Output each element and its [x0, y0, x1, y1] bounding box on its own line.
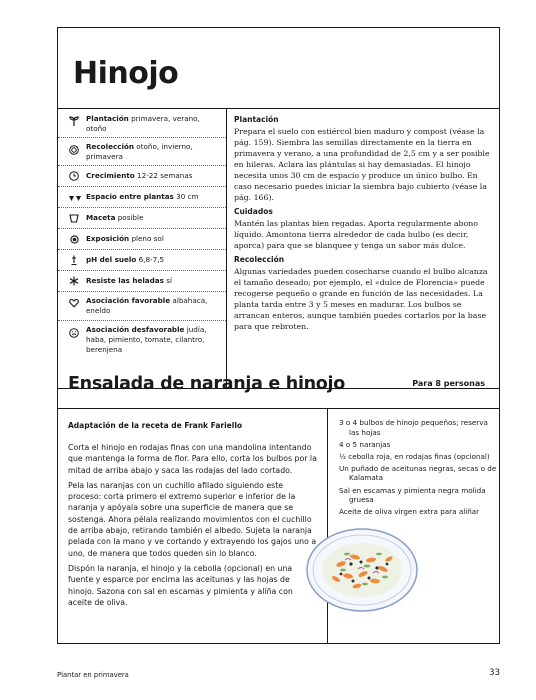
- fact-value: sí: [166, 276, 172, 285]
- footer-section: Plantar en primavera: [57, 671, 129, 679]
- recipe-steps: [68, 442, 318, 612]
- fact-label: Espacio entre plantas: [86, 192, 174, 201]
- fact-heladas: [58, 271, 226, 292]
- recipe-header-divider: [58, 408, 499, 409]
- title-box: [58, 28, 499, 109]
- plantacion-text: Prepara el suelo con estiércol bien maduro y compost (véase la pág. 159). Siembra las semillas directamente en la tierra en primavera y verano, a una profundidad de 2,5 cm y a ser posible en hileras. Aclara las plántulas si hay demasiadas. El hinojo necesita unos 30 cm de espacio y produce un único bulbo. En caso necesario puedes iniciar la siembra bajo cubierto (véase la pág. 166).: [234, 127, 490, 202]
- frown-icon: [68, 327, 80, 339]
- cuidados-text: Mantén las plantas bien regadas. Aporta regularmente abono líquido. Amontona tierra alrededor de cada bulbo (es decir, aporca) para que se blanquee y tenga un sabor más dulce.: [234, 219, 478, 250]
- clock-icon: [68, 170, 80, 182]
- fact-value: judía, haba, pimiento, tomate, cilantro, berenjena: [86, 325, 207, 354]
- ingredient-item: 4 o 5 naranjas: [339, 439, 391, 449]
- fact-value: 30 cm: [176, 192, 199, 201]
- column-divider: [226, 109, 227, 388]
- ingredient-item: 3 o 4 bulbos de hinojo pequeños; reserva las hojas: [339, 418, 488, 437]
- fact-value: primavera, verano, otoño: [86, 114, 200, 133]
- fact-maceta: [58, 208, 226, 229]
- recipe-step: Pela las naranjas con un cuchillo afilado siguiendo este proceso: corta primero el extremo superior e inferior de la naranja y apóyala sobre una superficie de manera que se sostenga. Ahora pélala realizando movimientos con el cuchillo de arriba abajo, retirando también el albedo. Sujeta la naranja pelada con la mano y ve cortando y extrayendo los gajos uno a uno, de manera que todos queden sin lo blanco.: [68, 480, 317, 558]
- recipe-adaptation: Adaptación de la receta de Frank Fariello: [68, 421, 243, 430]
- recipe-title: Ensalada de naranja e hinojo: [68, 374, 345, 394]
- plantacion-heading: Plantación: [234, 115, 279, 124]
- fact-value: pleno sol: [131, 234, 164, 243]
- ingredient-item: ½ cebolla roja, en rodajas finas (opcional): [339, 451, 490, 461]
- fact-crecimiento: [58, 166, 226, 187]
- fact-recoleccion: [58, 138, 226, 166]
- salad-plate-illustration: [303, 524, 421, 614]
- ingredient-item: Sal en escamas y pimienta negra molida gruesa: [339, 485, 486, 505]
- ph-icon: [68, 254, 80, 266]
- recoleccion-heading: Recolección: [234, 255, 285, 264]
- snowflake-icon: [68, 275, 80, 287]
- fact-label: Resiste las heladas: [86, 276, 164, 285]
- fact-label: Plantación: [86, 114, 129, 123]
- cuidados-heading: Cuidados: [234, 207, 273, 216]
- fact-value: albahaca, eneldo: [86, 296, 208, 315]
- fact-value: 6,8-7,5: [138, 255, 165, 264]
- ingredients-list: [339, 418, 499, 519]
- fact-label: Asociación favorable: [86, 296, 171, 305]
- fact-label: Maceta: [86, 213, 116, 222]
- fact-label: Asociación desfavorable: [86, 325, 185, 334]
- fact-label: Exposición: [86, 234, 130, 243]
- ingredient-item: Aceite de oliva virgen extra para aliñar: [339, 507, 480, 517]
- fact-espacio: [58, 187, 226, 208]
- sun-icon: [68, 233, 80, 245]
- growing-notes: [234, 114, 496, 335]
- fact-exposicion: [58, 229, 226, 250]
- page-number: 33: [489, 668, 500, 678]
- recipe-servings: Para 8 personas: [412, 379, 485, 388]
- pot-icon: [68, 212, 80, 224]
- fact-label: Crecimiento: [86, 171, 135, 180]
- fact-value: otoño, invierno, primavera: [86, 142, 193, 161]
- harvest-icon: [68, 144, 80, 156]
- recipe-step: Dispón la naranja, el hinojo y la cebolla (opcional) en una fuente y esparce por encima las aceitunas y las hojas de hinojo. Sazona con sal en escamas y pimienta y alíña con aceite de oliva.: [68, 563, 293, 607]
- fact-label: pH del suelo: [86, 255, 137, 264]
- page-frame: [57, 27, 500, 644]
- recipe-step: Corta el hinojo en rodajas finas con una mandolina intentando que mantenga la forma de flor. Para ello, corta los bulbos por la mitad de arriba abajo y saca las rodajas del lado cortado.: [68, 443, 317, 475]
- recoleccion-text: Algunas variedades pueden cosecharse cuando el bulbo alcanza el tamaño deseado; por ejemplo, el «dulce de Florencia» puede recogerse pequeño o grande en función de las necesidades. La planta tarda entre 3 y 5 meses en madurar. Los bulbos se arrancan enteros, aunque también puedes cortarlos por la base para que rebroten.: [234, 267, 488, 331]
- fact-value: posible: [117, 213, 144, 222]
- fact-plantacion: [58, 109, 226, 138]
- heart-icon: [68, 297, 80, 309]
- spacing-icon: [68, 192, 82, 204]
- sprout-icon: [68, 115, 80, 127]
- fact-label: Recolección: [86, 142, 134, 151]
- fact-value: 12-22 semanas: [137, 171, 193, 180]
- page-title: Hinojo: [73, 56, 179, 91]
- fact-asociacion-favorable: [58, 292, 226, 321]
- fact-ph: [58, 250, 226, 271]
- ingredient-item: Un puñado de aceitunas negras, secas o de Kalamata: [339, 463, 497, 483]
